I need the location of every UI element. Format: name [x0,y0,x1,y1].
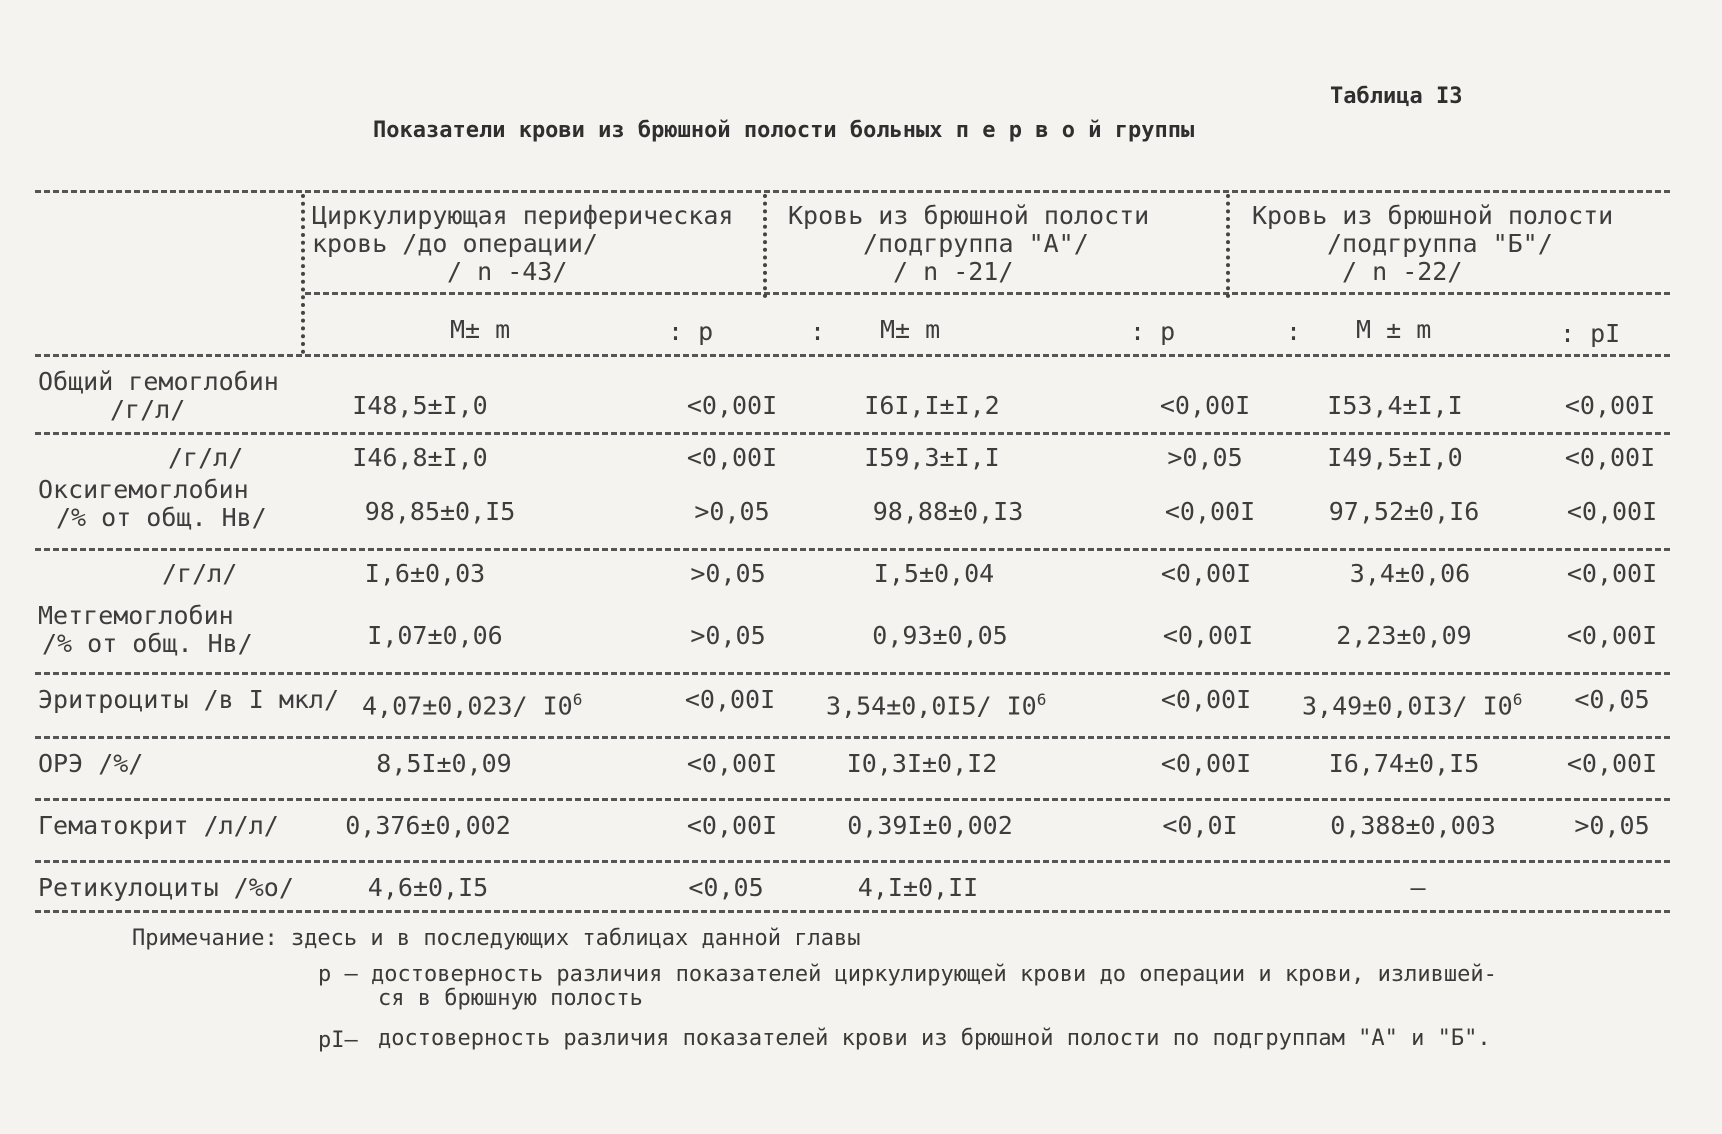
cell-v2: I6I,I±I,2 [864,391,1000,420]
header-col3-line2: /подгруппа "Б"/ [1327,229,1553,258]
cell-p2: <0,00I [1160,559,1252,588]
cell-p3: >0,05 [1574,811,1650,840]
subheader-m3: M ± m [1356,315,1432,344]
table-title: Показатели крови из брюшной полости больных п е р в о й группы [373,118,1195,143]
cell-v1: 8,5I±0,09 [376,749,512,778]
cell-p1: <0,05 [688,873,764,902]
cell-p3: <0,05 [1574,685,1650,714]
cell-v1: 98,85±0,I5 [364,497,516,526]
cell-v2: 3,54±0,0I5/ $I0^6$ [826,690,1047,721]
rule-row1 [35,432,1670,435]
header-col3-n: / n -22/ [1342,257,1463,286]
cell-p3: <0,00I [1566,621,1658,650]
cell-v1: I,07±0,06 [367,621,503,650]
subheader-m1: M± m [450,315,511,344]
rule-met [35,672,1670,675]
cell-p2: >0,05 [1167,443,1243,472]
row-label-total-hb: Общий гемоглобин /г/л/ [38,367,279,424]
cell-v2: 0,39I±0,002 [847,811,1013,840]
cell-v1: 4,6±0,I5 [367,873,489,902]
cell-v3: I6,74±0,I5 [1328,749,1480,778]
cell-v2: I59,3±I,I [864,443,1000,472]
cell-v3: 2,23±0,09 [1336,621,1472,650]
rule-header-sub [305,292,1670,295]
cell-p3: <0,00I [1564,443,1656,472]
cell-p1: >0,05 [690,559,766,588]
subheader-p1: : p [668,317,714,346]
cell-v3: 3,4±0,06 [1349,559,1471,588]
header-col3-line1: Кровь из брюшной полости [1252,201,1614,230]
cell-p2: <0,0I [1162,811,1238,840]
header-col3 [1252,202,1613,286]
cell-p1: <0,00I [686,811,778,840]
rule-hct [35,860,1670,863]
header-col1 [312,202,733,286]
cell-v3: – [1410,873,1426,902]
cell-v2: I,5±0,04 [873,559,995,588]
rule-hb [35,548,1670,551]
header-vsep-3 [1226,194,1230,298]
cell-p1: <0,00I [686,443,778,472]
cell-v1: I48,5±I,0 [352,391,488,420]
cell-p1: <0,00I [684,685,776,714]
row-label-ery: Эритроциты /в I мкл/ [38,685,340,714]
rule-bottom [35,910,1670,913]
note-p-line2: ся в брюшную полость [378,986,643,1011]
cell-v1: I46,8±I,0 [352,443,488,472]
row-label-met-gl: /г/л/ [162,559,238,588]
rule-ery [35,736,1670,739]
cell-v3: I53,4±I,I [1327,391,1463,420]
cell-v2: I0,3I±0,I2 [846,749,998,778]
cell-v2: 4,I±0,II [857,873,979,902]
row-label-oxy-gl: /г/л/ [168,443,244,472]
cell-p3: <0,00I [1566,497,1658,526]
header-vsep-1 [301,194,305,354]
cell-p3: <0,00I [1564,391,1656,420]
cell-p2: <0,00I [1159,391,1251,420]
subheader-p2: : p [1130,317,1176,346]
header-col2-line1: Кровь из брюшной полости [788,201,1150,230]
row-label-ret: Ретикулоциты /%о/ [38,873,294,902]
row-label-oxy-pct: Оксигемоглобин /% от общ. Нв/ [38,475,267,532]
cell-p2: <0,00I [1160,749,1252,778]
cell-v1: I,6±0,03 [364,559,486,588]
rule-ore [35,798,1670,801]
note-heading: Примечание: здесь и в последующих таблицах данной главы [132,926,861,951]
note-p-line1: р – достоверность различия показателей циркулирующей крови до операции и крови, излившей- [318,962,1497,987]
row-label-met-pct: Метгемоглобин /% от общ. Нв/ [38,601,253,658]
cell-v2: 0,93±0,05 [872,621,1008,650]
cell-v1: 0,376±0,002 [345,811,511,840]
header-col1-n: / n -43/ [447,257,568,286]
cell-p1: <0,00I [686,749,778,778]
document-page: Таблица I3 Показатели крови из брюшной полости больных п е р в о й группы Циркулирующая периферическая кровь /до операции/ / n -43/ Кровь из брюшной полости /подгруппа "А"/ / n -21/ Кровь из брюшной полости /подгруппа "Б"/ / n -22/ M± m : p : M± m : p : M ± m : pI Общий гемоглобин /г/л/ /г/л/ Оксигемоглобин /% от общ. Нв/ /г/л/ Метгемоглобин /% от общ. Нв/ Эритроциты /в I мкл/ ОРЭ /%/ Гематокрит /л/л/ Ретикулоциты /%о/ I48,5±I,0 <0,00I I6I,I±I,2 <0,00I I53,4±I,I <0,00I I46,8±I,0 <0,00I I59,3±I,I >0,05 I49,5±I,0 <0,00I 98,85±0,I5 >0,05 98,88±0,I3 <0,00I 97,52±0,I6 <0,00I I,6±0,03 >0,05 I,5±0,04 <0,00I 3,4±0,06 <0,00I I,07±0,06 >0,05 0,93±0,05 <0,00I 2,23±0,09 <0,00I 4,07±0,023/ $I0^6$ <0,00I 3,54±0,0I5/ $I0^6$ <0,00I 3,49±0,0I3/ $I0^6$ <0,05 8,5I±0,09 <0,00I I0,3I±0,I2 <0,00I I6,74±0,I5 <0,00I 0,376±0,002 <0,00I 0,39I±0,002 <0,0I 0,388±0,003 >0,05 4,6±0,I5 <0,05 4,I±0,II – Примечание: здесь и в последующих таблицах данной главы р – достоверность различия показателей циркулирующей крови до операции и крови, излившей- ся в брюшную полость pI– достоверность различия показателей крови из брюшной полости по подгруппам "А" и "Б". [0,0,1722,1134]
cell-p3: <0,00I [1566,749,1658,778]
header-col1-line1: Циркулирующая периферическая [312,201,734,230]
cell-p1: <0,00I [686,391,778,420]
rule-header-bottom [35,354,1670,357]
cell-v3: 3,49±0,0I3/ $I0^6$ [1302,690,1523,721]
header-col2-n: / n -21/ [893,257,1014,286]
cell-p3: <0,00I [1566,559,1658,588]
header-col2-line2: /подгруппа "А"/ [863,229,1089,258]
cell-p1: >0,05 [694,497,770,526]
subheader-m2: M± m [880,315,941,344]
note-p1-text: достоверность различия показателей крови из брюшной полости по подгруппам "А" и "Б". [378,1026,1491,1051]
cell-v2: 98,88±0,I3 [872,497,1024,526]
header-col2 [788,202,1149,286]
cell-p2: <0,00I [1164,497,1256,526]
note-p1-symbol: pI– [318,1028,358,1053]
cell-p1: >0,05 [690,621,766,650]
cell-p2: <0,00I [1160,685,1252,714]
rule-top [35,190,1670,193]
subheader-p3: : pI [1560,319,1621,348]
cell-p2: <0,00I [1162,621,1254,650]
table-number: Таблица I3 [1330,84,1463,109]
row-label-hct: Гематокрит /л/л/ [38,811,279,840]
cell-v3: I49,5±I,0 [1327,443,1463,472]
cell-v1: 4,07±0,023/ $I0^6$ [362,690,583,721]
row-label-ore: ОРЭ /%/ [38,749,144,778]
header-vsep-2 [763,194,767,298]
cell-v3: 97,52±0,I6 [1328,497,1480,526]
header-col1-line2: кровь /до операции/ [312,229,598,258]
cell-v3: 0,388±0,003 [1330,811,1496,840]
